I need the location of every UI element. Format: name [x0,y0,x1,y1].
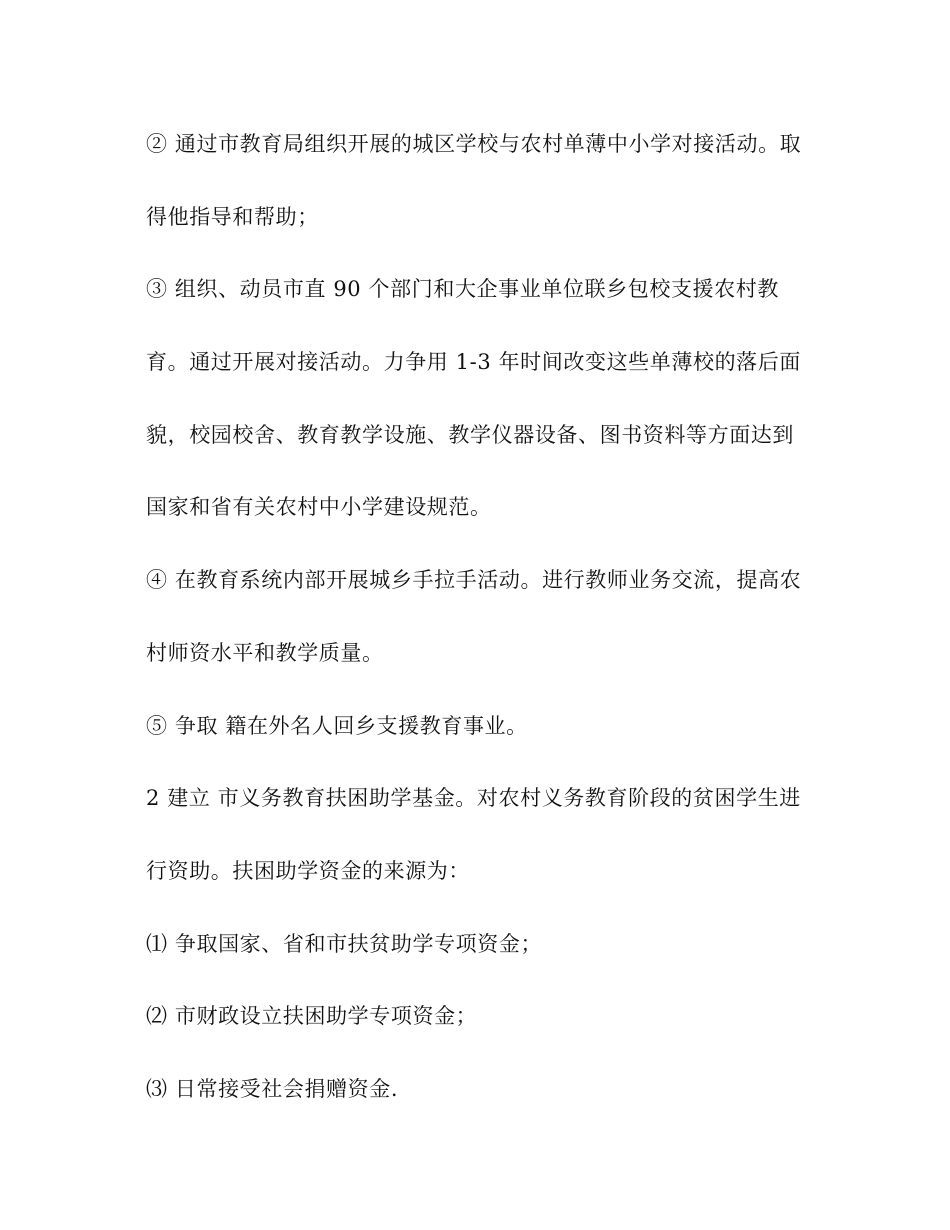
text-line-14: ⑶ 日常接受社会捐赠资金. [146,1076,399,1101]
text-line-10: 2 建立 市义务教育扶困助学基金。对农村义务教育阶段的贫困学生进 [146,786,801,811]
text-line-7: ④ 在教育系统内部开展城乡手拉手活动。进行教师业务交流，提高农 [146,568,802,593]
text-line-1: ② 通过市教育局组织开展的城区学校与农村单薄中小学对接活动。取 [146,132,802,156]
text-line-8: 村师资水平和教学质量。 [146,640,384,665]
text-line-13: ⑵ 市财政设立扶困助学专项资金； [146,1004,478,1029]
text-line-5: 貌，校园校舍、教育教学设施、教学仪器设备、图书资料等方面达到 [146,422,794,447]
text-line-6: 国家和省有关农村中小学建设规范。 [146,495,492,520]
text-line-2: 得他指导和帮助； [146,204,319,229]
text-line-9: ⑤ 争取 籍在外名人回乡支援教育事业。 [146,713,528,738]
text-line-11: 行资助。扶困助学资金的来源为： [146,858,470,883]
document-body [146,124,816,1142]
text-line-12: ⑴ 争取国家、省和市扶贫助学专项资金； [146,931,543,956]
text-line-4: 育。通过开展对接活动。力争用 1-3 年时间改变这些单薄校的落后面 [146,350,801,375]
text-line-3: ③ 组织、动员市直 90 个部门和大企事业单位联乡包校支援农村教 [146,277,779,302]
